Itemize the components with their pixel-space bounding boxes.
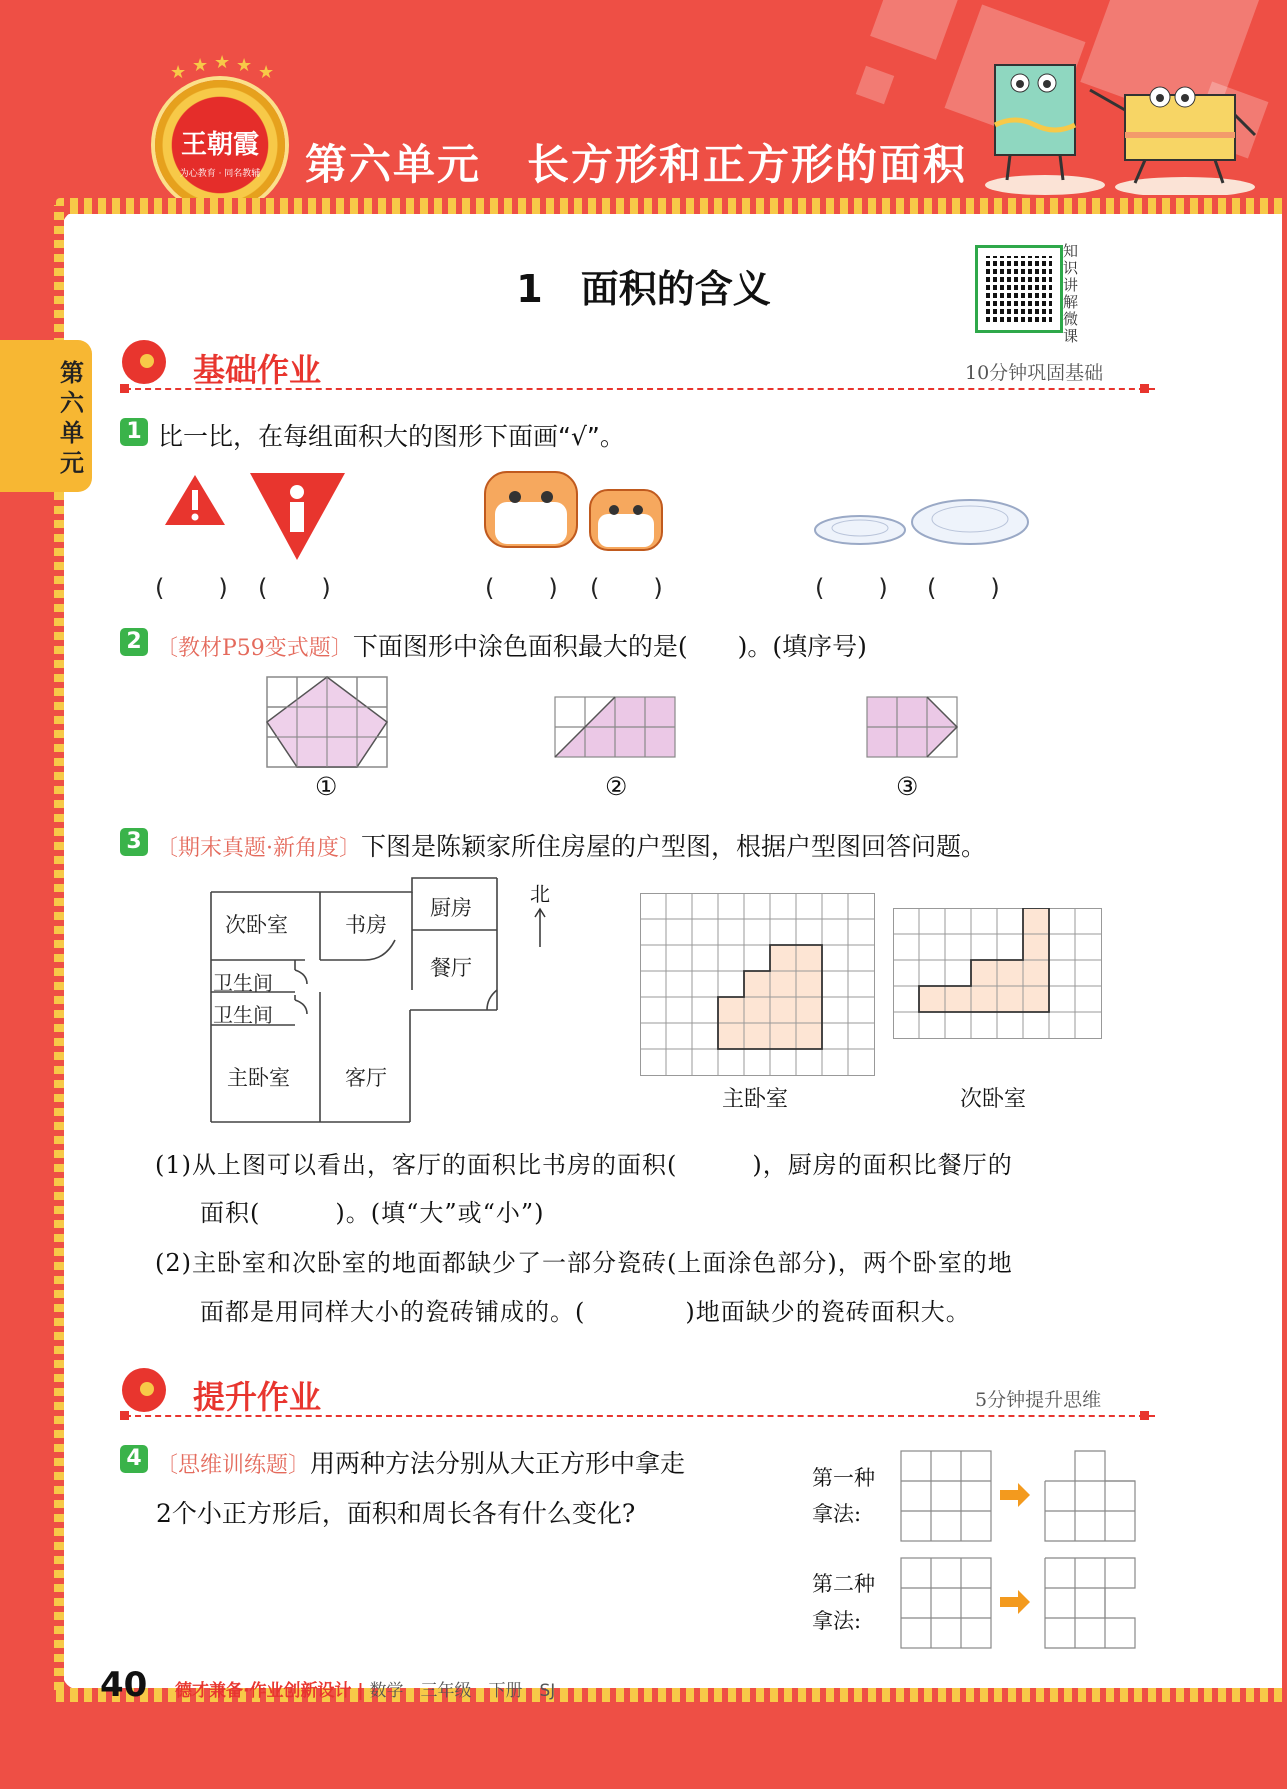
method-2-label-cont: 拿法: (812, 1609, 862, 1633)
room-label-dining: 餐厅 (430, 956, 472, 980)
mascot-illustration (975, 55, 1265, 195)
section-divider (125, 1415, 1155, 1417)
floor-plan-diagram (205, 870, 515, 1125)
north-label: 北 (530, 882, 550, 906)
question-3-text: 下图是陈颖家所住房屋的户型图，根据户型图回答问题。 (361, 832, 987, 861)
star-icon: ★ (170, 62, 187, 83)
method-1-figure (900, 1450, 1140, 1545)
answer-blank[interactable]: ( ) (927, 574, 1002, 602)
question-number-2: 2 (120, 628, 148, 656)
question-number-3: 3 (120, 828, 148, 856)
method-2-label: 第二种 (812, 1572, 875, 1596)
question-number-4: 4 (120, 1445, 148, 1473)
warning-signs-figure (160, 465, 350, 570)
answer-blank[interactable]: ( ) (485, 574, 560, 602)
side-tab-label: 第六单元 (60, 359, 84, 477)
north-arrow-icon (530, 905, 550, 950)
footer-text: 德才兼备·作业创新设计 | 数学 三年级 下册 SJ (175, 1681, 556, 1701)
question-3-tag: 〔期末真题·新角度〕 (156, 836, 361, 861)
answer-blank[interactable]: ( ) (258, 574, 333, 602)
lightbulb-icon (122, 340, 166, 384)
decor-square (870, 0, 960, 60)
section-title-advanced: 提升作业 (193, 1378, 322, 1416)
side-unit-tab (0, 340, 92, 492)
question-2-text: 下面图形中涂色面积最大的是( )。(填序号) (352, 632, 867, 661)
footer-brand: 德才兼备·作业创新设计 (175, 1681, 352, 1701)
star-icon: ★ (214, 52, 231, 73)
question-3-part-1: (1)从上图可以看出，客厅的面积比书房的面积( )，厨房的面积比餐厅的 (155, 1151, 1013, 1179)
question-4-text: 用两种方法分别从大正方形中拿走 (310, 1449, 686, 1478)
section-divider (125, 388, 1155, 390)
master-bedroom-tile-grid (640, 893, 876, 1077)
method-1-label: 第一种 (812, 1466, 875, 1490)
section-note-advanced: 5分钟提升思维 (975, 1389, 1102, 1411)
method-1-label-cont: 拿法: (812, 1502, 862, 1526)
answer-blank[interactable]: ( ) (815, 574, 890, 602)
figure-3-label: ③ (896, 772, 919, 801)
figure-1-label: ① (315, 772, 338, 801)
question-3-part-1-cont: 面积( )。(填“大”或“小”) (200, 1199, 545, 1227)
method-2-figure (900, 1557, 1140, 1652)
question-4-text-cont: 2个小正方形后，面积和周长各有什么变化? (156, 1499, 636, 1528)
qr-code-icon[interactable] (975, 245, 1063, 333)
star-icon: ★ (236, 55, 253, 76)
star-icon: ★ (192, 55, 209, 76)
divider-dot (1140, 1411, 1149, 1420)
question-1-text: 比一比，在每组面积大的图形下面画“√”。 (158, 422, 625, 451)
room-label-master-bedroom: 主卧室 (227, 1066, 290, 1090)
wavy-border-top (56, 198, 1287, 214)
master-bedroom-grid-label: 主卧室 (722, 1087, 789, 1112)
section-title-basic: 基础作业 (193, 351, 322, 389)
plates-figure (810, 490, 1035, 550)
qr-label: 知识讲解微课 (1063, 242, 1079, 345)
unit-name: 长方形和正方形的面积 (527, 140, 968, 189)
lesson-title: 1 面积的含义 (516, 267, 771, 311)
second-bedroom-grid-label: 次卧室 (960, 1087, 1027, 1112)
divider-dot (120, 384, 129, 393)
room-label-bathroom: 卫生间 (213, 971, 273, 995)
answer-blank[interactable]: ( ) (590, 574, 665, 602)
question-2-tag: 〔教材P59变式题〕 (156, 636, 353, 661)
question-4-tag: 〔思维训练题〕 (156, 1453, 311, 1478)
figure-2-grid (553, 695, 678, 760)
question-number-1: 1 (120, 418, 148, 446)
figure-1-grid (265, 675, 390, 770)
second-bedroom-tile-grid (893, 908, 1103, 1040)
decor-square (856, 66, 894, 104)
divider-dot (1140, 384, 1149, 393)
footer-subject: 数学 三年级 下册 SJ (369, 1681, 556, 1701)
star-icon: ★ (258, 62, 275, 83)
question-3-part-2-cont: 面都是用同样大小的瓷砖铺成的。( )地面缺少的瓷砖面积大。 (200, 1298, 971, 1326)
room-label-second-bedroom: 次卧室 (225, 913, 288, 937)
page-number: 40 (100, 1665, 148, 1705)
seal-subtext: 为心教育 · 同名教辅 (179, 169, 261, 179)
room-label-living-room: 客厅 (345, 1066, 387, 1090)
room-label-kitchen: 厨房 (430, 896, 472, 920)
unit-label: 第六单元 (305, 140, 482, 189)
lightbulb-icon (122, 1368, 166, 1412)
figure-3-grid (865, 695, 960, 760)
room-label-study: 书房 (345, 913, 387, 937)
page-header (0, 0, 1287, 215)
unit-title (305, 132, 967, 192)
answer-blank[interactable]: ( ) (155, 574, 230, 602)
divider-dot (120, 1411, 129, 1420)
room-label-bathroom: 卫生间 (213, 1003, 273, 1027)
brand-seal-logo (155, 80, 285, 210)
seal-text: 王朝霞 (180, 130, 259, 160)
tiger-plates-figure (480, 462, 670, 557)
section-note-basic: 10分钟巩固基础 (965, 362, 1104, 384)
figure-2-label: ② (605, 772, 628, 801)
question-3-part-2: (2)主卧室和次卧室的地面都缺少了一部分瓷砖(上面涂色部分)，两个卧室的地 (155, 1249, 1013, 1277)
